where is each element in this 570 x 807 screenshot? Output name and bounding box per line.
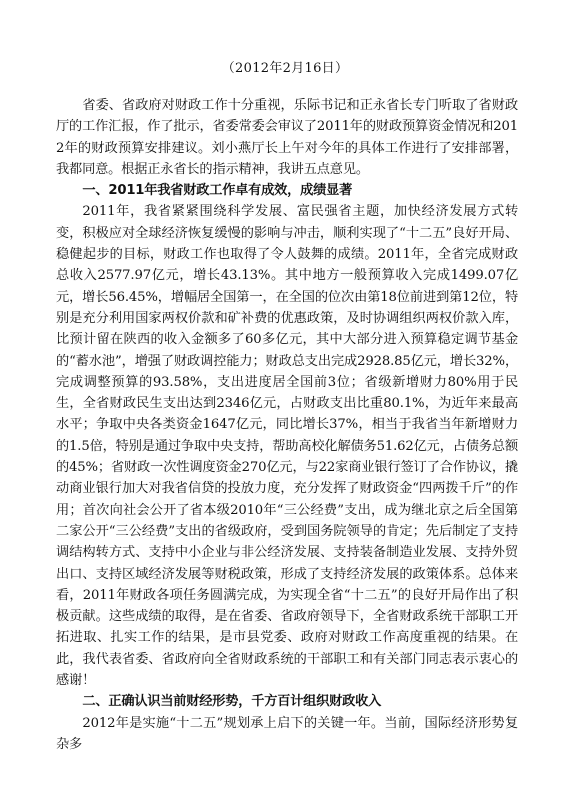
document-body bbox=[56, 95, 518, 755]
paragraph-2011-achievements: 2011年，我省紧紧围绕科学发展、富民强省主题，加快经济发展方式转变，积极应对全球经济恢复缓慢的影响与冲击，顺利实现了“十二五”良好开局、稳健起步的目标，财政工作也取得了令人鼓舞的成绩。2011年，全省完成财政总收入2577.97亿元，增长43.13%。其中地方一般预算收入完成1499.07亿元，增长56.45%，增幅居全国第一，在全国的位次由第18位前进到第12位，特别是充分利用国家两权价款和矿补费的优惠政策，及时协调组织两权价款入库，比预计留在陕西的收入金额多了60多亿元，其中大部分进入预算稳定调节基金的“蓄水池”，增强了财政调控能力；财政总支出完成2928.85亿元，增长32%，完成调整预算的93.58%，支出进度居全国前3位；省级新增财力80%用于民生，全省财政民生支出达到2346亿元，占财政支出比重80.1%，为近年来最高水平；争取中央各类资金1647亿元，同比增长37%，相当于我省当年新增财力的1.5倍，特别是通过争取中央支持，帮助高校化解债务51.62亿元，占债务总额的45%；省财政一次性调度资金270亿元，与22家商业银行签订了合作协议，撬动商业银行加大对我省信贷的投放力度，充分发挥了财政资金“四两拨千斤”的作用；首次向社会公开了省本级2010年“三公经费”支出，成为继北京之后全国第二家公开“三公经费”支出的省级政府，受到国务院领导的肯定；先后制定了支持调结构转方式、支持中小企业与非公经济发展、支持装备制造业发展、支持外贸出口、支持区域经济发展等财税政策，形成了支持经济发展的政策体系。总体来看，2011年财政各项任务圆满完成，为实现全省“十二五”的良好开局作出了积极贡献。这些成绩的取得，是在省委、省政府领导下，全省财政系统干部职工开拓进取、扎实工作的结果，是市县党委、政府对财政工作高度重视的结果。在此，我代表省委、省政府向全省财政系统的干部职工和有关部门同志表示衷心的感谢！ bbox=[56, 204, 518, 689]
section-heading-2: 二、正确认识当前财经形势，千方百计组织财政收入 bbox=[82, 694, 382, 710]
document-date: （2012年2月16日） bbox=[221, 61, 349, 76]
section-heading-1: 一、2011年我省财政工作卓有成效，成绩显著 bbox=[82, 183, 353, 199]
paragraph-2012-outlook: 2012年是实施“十二五”规划承上启下的关键一年。当前，国际经济形势复杂多 bbox=[56, 715, 518, 752]
paragraph-intro: 省委、省政府对财政工作十分重视，乐际书记和正永省长专门听取了省财政厅的工作汇报，作了批示，省委常委会审议了2011年的财政预算资金情况和2012年的财政预算安排建议。刘小燕厅长上午对今年的具体工作进行了安排部署，我都同意。根据正永省长的指示精神，我讲五点意见。 bbox=[56, 98, 518, 177]
